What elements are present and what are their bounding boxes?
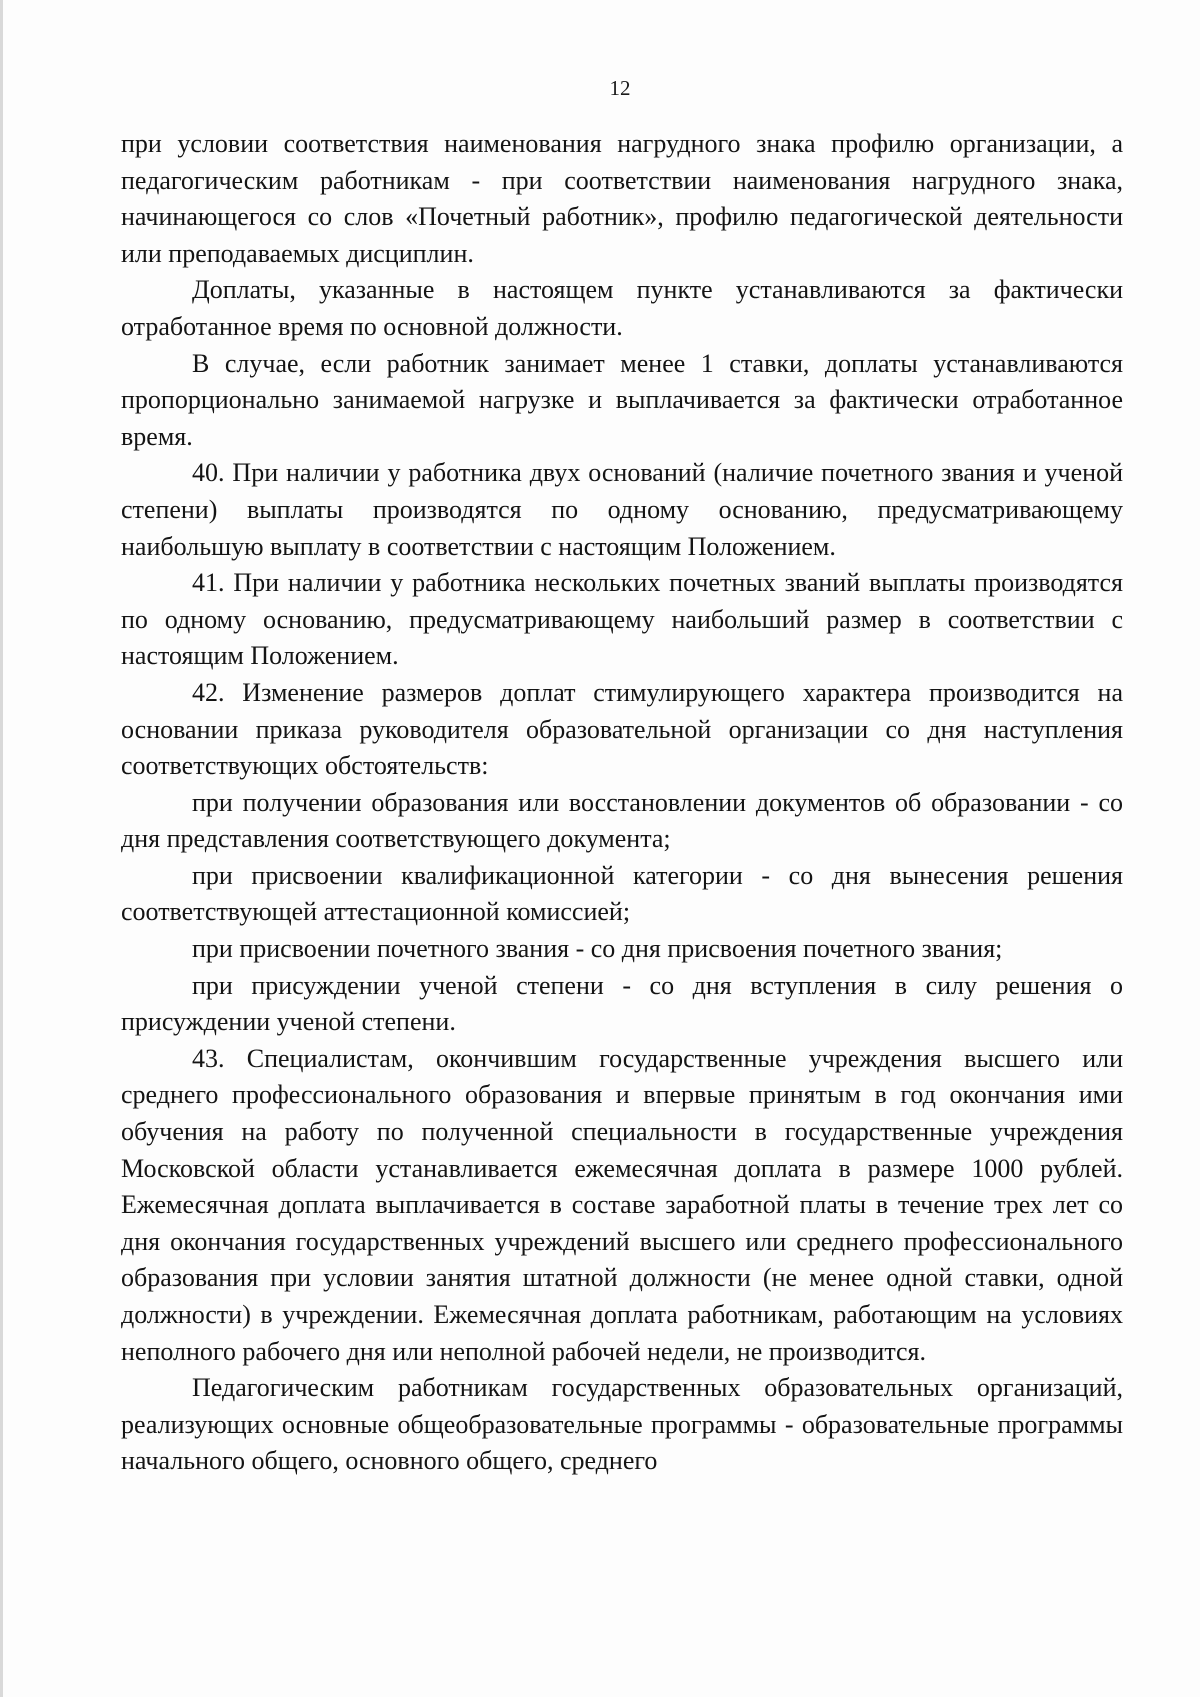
paragraph-continuation: при условии соответствия наименования нагрудного знака профилю организации, а педагогическим работникам - при соответствии наименования нагрудного знака, начинающегося со слов «Почетный работник», профилю педагогической деятельности или преподаваемых дисциплин. <box>121 129 1123 268</box>
paragraph-item-42: 42. Изменение размеров доплат стимулирующего характера производится на основании приказа руководителя образовательной организации со дня наступления соответствующих обстоятельств: <box>121 677 1123 781</box>
paragraph-item-41: 41. При наличии у работника нескольких почетных званий выплаты производятся по одному основанию, предусматривающему наибольший размер в соответствии с настоящим Положением. <box>121 568 1123 671</box>
paragraph-qualification: при присвоении квалификационной категории - со дня вынесения решения соответствующей аттестационной комиссией; <box>121 860 1123 927</box>
paragraph-education: при получении образования или восстановлении документов об образовании - со дня представления соответствующего документа; <box>121 787 1123 854</box>
document-body <box>121 126 1123 1480</box>
paragraph-doplaty-time: Доплаты, указанные в настоящем пункте устанавливаются за фактически отработанное время по основной должности. <box>121 275 1123 341</box>
page-number: 12 <box>609 76 631 100</box>
paragraph-partial-rate: В случае, если работник занимает менее 1 ставки, доплаты устанавливаются пропорционально занимаемой нагрузке и выплачивается за фактически отработанное время. <box>121 348 1123 451</box>
paragraph-honorary-title: при присвоении почетного звания - со дня присвоения почетного звания; <box>192 934 1003 964</box>
scan-edge-shadow <box>0 0 3 1697</box>
paragraph-item-40: 40. При наличии у работника двух оснований (наличие почетного звания и ученой степени) выплаты производятся по одному основанию, предусматривающему наибольшую выплату в соответствии с настоящим Положением. <box>121 458 1123 561</box>
paragraph-academic-degree: при присуждении ученой степени - со дня вступления в силу решения о присуждении ученой степени. <box>121 970 1123 1037</box>
paragraph-pedagogical-workers: Педагогическим работникам государственных образовательных организаций, реализующих основные общеобразовательные программы - образовательные программы начального общего, основного общего, среднего <box>121 1373 1123 1476</box>
paragraph-item-43: 43. Специалистам, окончившим государственные учреждения высшего или среднего профессионального образования и впервые принятым в год окончания ими обучения на работу по полученной специальности в государственные учреждения Московской области устанавливается ежемесячная доплата в размере 1000 рублей. Ежемесячная доплата выплачивается в составе заработной платы в течение трех лет со дня окончания государственных учреждений высшего или среднего профессионального образования при условии занятия штатной должности (не менее одной ставки, одной должности) в учреждении. Ежемесячная доплата работникам, работающим на условиях неполного рабочего дня или неполной рабочей недели, не производится. <box>121 1043 1123 1366</box>
